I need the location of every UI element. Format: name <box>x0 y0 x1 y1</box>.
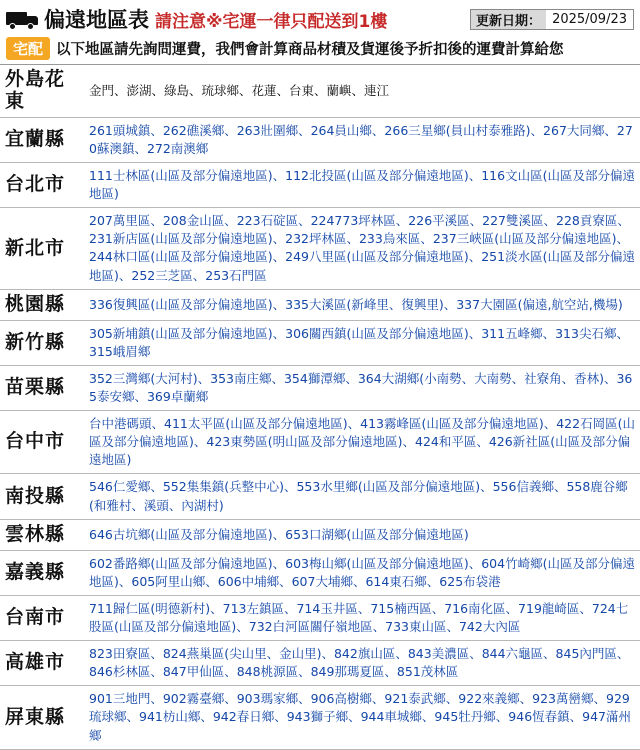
region-name: 嘉義縣 <box>0 550 84 595</box>
region-name: 雲林縣 <box>0 519 84 550</box>
table-row <box>0 641 640 686</box>
region-districts: 111士林區(山區及部分偏遠地區)、112北投區(山區及部分偏遠地區)、116文山區(山區及部分偏遠地區) <box>84 162 640 207</box>
table-row <box>0 208 640 290</box>
region-name: 新竹縣 <box>0 320 84 365</box>
table-row <box>0 595 640 640</box>
region-name: 台北市 <box>0 162 84 207</box>
home-delivery-badge: 宅配 <box>6 37 50 60</box>
region-districts: 823田寮區、824燕巢區(尖山里、金山里)、842旗山區、843美濃區、844六龜區、845內門區、846杉林區、847甲仙區、848桃源區、849那瑪夏區、851茂林區 <box>84 641 640 686</box>
region-name: 高雄市 <box>0 641 84 686</box>
region-districts: 352三灣鄉(大河村)、353南庄鄉、354獅潭鄉、364大湖鄉(小南勢、大南勢、社寮角、香林)、365泰安鄉、369卓蘭鄉 <box>84 365 640 410</box>
region-name: 新北市 <box>0 208 84 290</box>
region-name: 苗栗縣 <box>0 365 84 410</box>
region-districts: 546仁愛鄉、552集集鎮(兵整中心)、553水里鄉(山區及部分偏遠地區)、556信義鄉、558鹿谷鄉(和雅村、溪頭、內湖村) <box>84 474 640 519</box>
region-districts: 金門、澎湖、綠島、琉球鄉、花蓮、台東、蘭嶼、連江 <box>84 65 640 118</box>
page-subheader <box>0 36 640 64</box>
region-name: 宜蘭縣 <box>0 117 84 162</box>
page-title: 偏遠地區表 <box>44 8 149 32</box>
region-name: 台中市 <box>0 411 84 474</box>
remote-area-table <box>0 64 640 750</box>
page-header <box>0 0 640 36</box>
update-date-label: 更新日期： <box>471 10 546 29</box>
table-row <box>0 117 640 162</box>
table-row <box>0 411 640 474</box>
remote-area-table-body <box>0 65 640 750</box>
region-districts: 台中港碼頭、411太平區(山區及部分偏遠地區)、413霧峰區(山區及部分偏遠地區)、422石岡區(山區及部分偏遠地區)、423東勢區(明山區及部分偏遠地區)、424和平區、426新社區(山區及部分偏遠地區) <box>84 411 640 474</box>
region-districts: 646古坑鄉(山區及部分偏遠地區)、653口湖鄉(山區及部分偏遠地區) <box>84 519 640 550</box>
region-name: 台南市 <box>0 595 84 640</box>
table-row <box>0 519 640 550</box>
table-row <box>0 162 640 207</box>
region-districts: 305新埔鎮(山區及部分偏遠地區)、306關西鎮(山區及部分偏遠地區)、311五峰鄉、313尖石鄉、315峨眉鄉 <box>84 320 640 365</box>
region-districts: 602番路鄉(山區及部分偏遠地區)、603梅山鄉(山區及部分偏遠地區)、604竹崎鄉(山區及部分偏遠地區)、605阿里山鄉、606中埔鄉、607大埔鄉、614東石鄉、625布袋港 <box>84 550 640 595</box>
region-name: 屏東縣 <box>0 686 84 749</box>
table-row <box>0 686 640 749</box>
region-name: 外島花東 <box>0 65 84 118</box>
update-date-box <box>470 9 634 30</box>
table-row <box>0 320 640 365</box>
table-row <box>0 289 640 320</box>
region-districts: 207萬里區、208金山區、223石碇區、224773坪林區、226平溪區、227雙溪區、228貢寮區、231新店區(山區及部分偏遠地區)、232坪林區、233烏來區、237三峽區(山區及部分偏遠地區)、244林口區(山區及部分偏遠地區)、249八里區(山區及部分偏遠地區)、251淡水區(山區及部分偏遠地區)、252三芝區、253石門區 <box>84 208 640 290</box>
region-name: 南投縣 <box>0 474 84 519</box>
table-row <box>0 550 640 595</box>
delivery-truck-icon <box>6 8 40 30</box>
update-date-value: 2025/09/23 <box>546 10 633 29</box>
table-row <box>0 65 640 118</box>
region-districts: 901三地門、902霧臺鄉、903瑪家鄉、906高樹鄉、921泰武鄉、922來義鄉、923萬巒鄉、929琉球鄉、941枋山鄉、942春日鄉、943獅子鄉、944車城鄉、945牡丹鄉、946恆春鎮、947滿州鄉 <box>84 686 640 749</box>
table-row <box>0 365 640 410</box>
region-name: 桃園縣 <box>0 289 84 320</box>
shipping-fee-note: 以下地區請先詢問運費，我們會計算商品材積及貨運後予折扣後的運費計算給您 <box>56 42 564 58</box>
region-districts: 711歸仁區(明德新村)、713左鎮區、714玉井區、715楠西區、716南化區、719龍崎區、724七股區(山區及部分偏遠地區)、732白河區關仔嶺地區、733東山區、742大內區 <box>84 595 640 640</box>
delivery-notice: 請注意※宅運一律只配送到1樓 <box>155 11 388 32</box>
region-districts: 261頭城鎮、262礁溪鄉、263壯圍鄉、264員山鄉、266三星鄉(員山村泰雅路)、267大同鄉、270蘇澳鎮、272南澳鄉 <box>84 117 640 162</box>
table-row <box>0 474 640 519</box>
region-districts: 336復興區(山區及部分偏遠地區)、335大溪區(新峰里、復興里)、337大園區(偏遠,航空站,機場) <box>84 289 640 320</box>
